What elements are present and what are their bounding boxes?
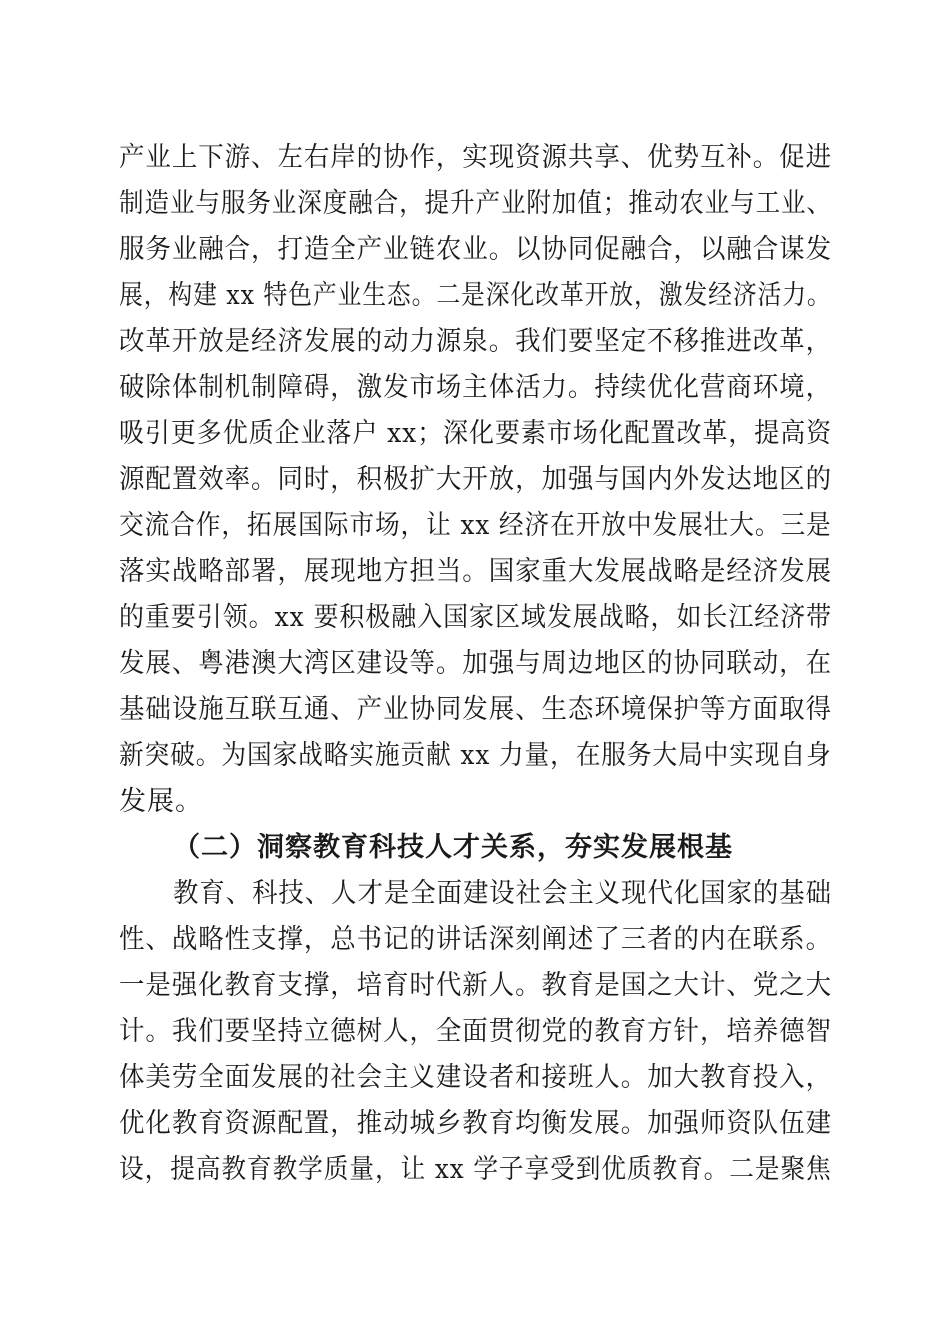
paragraph-line: 落实战略部署，展现地方担当。国家重大发展战略是经济发展 bbox=[119, 556, 832, 587]
paragraph-line: 发展。 bbox=[119, 786, 203, 817]
paragraph-line: 优化教育资源配置，推动城乡教育均衡发展。加强师资队伍建 bbox=[119, 1108, 832, 1139]
paragraph-line: 源配置效率。同时，积极扩大开放，加强与国内外发达地区的 bbox=[119, 464, 832, 495]
paragraph-line: 的重要引领。xx 要积极融入国家区域发展战略，如长江经济带 bbox=[119, 602, 833, 633]
paragraph-line: 新突破。为国家战略实施贡献 xx 力量，在服务大局中实现自身 bbox=[119, 740, 832, 771]
paragraph-line: 性、战略性支撑，总书记的讲话深刻阐述了三者的内在联系。 bbox=[119, 924, 832, 955]
paragraph-line: 设，提高教育教学质量，让 xx 学子享受到优质教育。二是聚焦 bbox=[119, 1154, 832, 1185]
paragraph-line: 交流合作，拓展国际市场，让 xx 经济在开放中发展壮大。三是 bbox=[119, 510, 832, 541]
paragraph-line: 制造业与服务业深度融合，提升产业附加值；推动农业与工业、 bbox=[119, 188, 832, 219]
paragraph-line: 计。我们要坚持立德树人，全面贯彻党的教育方针，培养德智 bbox=[119, 1016, 832, 1047]
paragraph-line: 基础设施互联互通、产业协同发展、生态环境保护等方面取得 bbox=[119, 694, 832, 725]
paragraph-line: 服务业融合，打造全产业链农业。以协同促融合，以融合谋发 bbox=[119, 234, 832, 265]
paragraph-line: 一是强化教育支撑，培育时代新人。教育是国之大计、党之大 bbox=[119, 970, 832, 1001]
paragraph-line: 展，构建 xx 特色产业生态。二是深化改革开放，激发经济活力。 bbox=[119, 280, 832, 311]
paragraph-line: 发展、粤港澳大湾区建设等。加强与周边地区的协同联动，在 bbox=[119, 648, 832, 679]
paragraph-line: 吸引更多优质企业落户 xx；深化要素市场化配置改革，提高资 bbox=[119, 418, 833, 449]
paragraph-line: 体美劳全面发展的社会主义建设者和接班人。加大教育投入， bbox=[119, 1062, 832, 1093]
paragraph-line: 教育、科技、人才是全面建设社会主义现代化国家的基础 bbox=[173, 878, 832, 909]
section-heading: （二）洞察教育科技人才关系，夯实发展根基 bbox=[173, 832, 733, 863]
paragraph-line: 改革开放是经济发展的动力源泉。我们要坚定不移推进改革， bbox=[119, 326, 832, 357]
paragraph-line: 破除体制机制障碍，激发市场主体活力。持续优化营商环境， bbox=[119, 372, 832, 403]
paragraph-line: 产业上下游、左右岸的协作，实现资源共享、优势互补。促进 bbox=[119, 142, 832, 173]
